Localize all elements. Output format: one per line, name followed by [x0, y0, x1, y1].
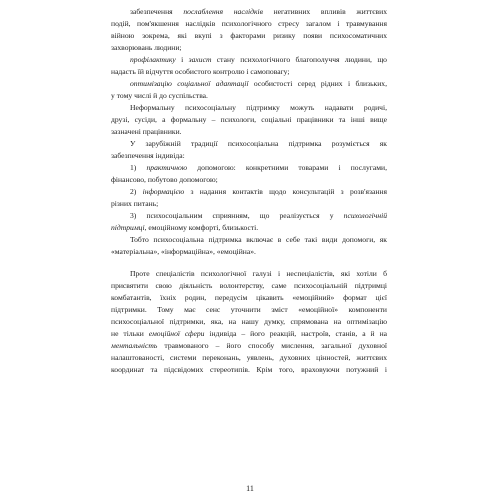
text-line [111, 90, 387, 102]
text-line [111, 42, 387, 54]
text-line [111, 210, 387, 222]
text-segment: негативних впливів життєвих [262, 7, 387, 16]
text-line [111, 174, 387, 186]
text-line [111, 198, 387, 210]
text-segment: травмованого – його способу мислення, загальної духовної [157, 341, 387, 350]
text-segment: допомогою: конкретними товарами і послугами, [187, 163, 387, 172]
text-line [111, 280, 387, 292]
italic-text: інформацією [142, 187, 185, 196]
text-segment: Тобто психосоціальна підтримка включає в себе такі види допомоги, як [130, 235, 387, 244]
text-segment: забезпечення індивіда: [111, 151, 185, 160]
text-line [111, 222, 387, 234]
text-line [111, 30, 387, 42]
italic-text: підтримці, [111, 223, 147, 232]
text-segment: 2) [130, 187, 143, 196]
text-line [111, 66, 387, 78]
paragraph-gap [111, 258, 387, 268]
text-segment: і [175, 55, 189, 64]
text-line [111, 6, 387, 18]
text-segment: 3) психосоціальним сприянням, що реалізується у [130, 211, 344, 220]
text-segment: захворювань людини; [111, 43, 182, 52]
text-line [111, 304, 387, 316]
text-segment: з надання контактів щодо консультацій з розв'язання [184, 187, 387, 196]
text-segment: Проте спеціалістів психологічної галузі і неспеціалістів, які хотіли б [130, 269, 387, 278]
text-line [111, 186, 387, 198]
text-line [111, 54, 387, 66]
italic-text: практичною [146, 163, 188, 172]
text-line [111, 162, 387, 174]
page-number: 11 [246, 484, 254, 493]
text-segment: «матеріальна», «інформаційна», «емоційна». [111, 247, 256, 256]
text-segment: не тільки [111, 329, 149, 338]
text-segment: Неформальну психосоціальну підтримку можуть надавати родичі, [130, 103, 387, 112]
text-line [111, 114, 387, 126]
text-segment: психосоціальної підтримки, яка, на нашу думку, спрямована на оптимізацію [111, 317, 387, 326]
text-line [111, 102, 387, 114]
text-segment: індивіда – його реакцій, настроїв, станів, а й на [204, 329, 387, 338]
text-line [111, 364, 387, 376]
text-segment: стану психологічного благополуччя людини, що [211, 55, 387, 64]
text-line [111, 268, 387, 280]
text-line [111, 316, 387, 328]
text-segment: подій, пом'якшення наслідків психологічного стресу загалом і травмування [111, 19, 387, 28]
text-segment: У зарубіжній традиції психосоціальна підтримка розуміється як [130, 139, 387, 148]
text-segment: присвятити свою діяльність волонтерству, саме психосоціальній підтримці [111, 281, 387, 290]
text-line [111, 138, 387, 150]
text-line [111, 234, 387, 246]
text-line [111, 126, 387, 138]
body-text [111, 6, 387, 376]
italic-text: психологічній [343, 211, 387, 220]
text-segment: 1) [130, 163, 147, 172]
text-line [111, 292, 387, 304]
text-segment: координат та підсвідомих стереотипів. Крім того, враховуючи потужний і [111, 365, 387, 374]
italic-text: ментальність [111, 341, 158, 350]
italic-text: профілактику [130, 55, 176, 64]
text-line [111, 18, 387, 30]
text-segment: фінансово, побутово допомогою; [111, 175, 218, 184]
italic-text: послаблення наслідків [183, 7, 263, 16]
text-segment: забезпечення [130, 7, 184, 16]
text-line [111, 246, 387, 258]
text-line [111, 352, 387, 364]
text-segment: різних питань; [111, 199, 159, 208]
text-segment: комбатантів, їхніх родин, передусім цікавить «емоційний» формат цієї [111, 293, 387, 302]
text-segment: особистості серед рідних і близьких, [248, 79, 387, 88]
text-segment: зазначені працівники. [111, 127, 182, 136]
text-segment: надасть їй відчуття особистого контролю і самоповагу; [111, 67, 290, 76]
text-segment: налаштованості, системи переконань, уявлень, духовних цінностей, життєвих [111, 353, 387, 362]
text-line [111, 150, 387, 162]
text-line [111, 78, 387, 90]
text-line [111, 328, 387, 340]
text-segment: друзі, сусіди, а формальну – психологи, соціальні працівники та інші вище [111, 115, 387, 124]
text-line [111, 340, 387, 352]
text-segment: підтримки. Тому має сенс уточнити зміст «емоційної» компоненти [111, 305, 387, 314]
text-segment: у тому числі й до суспільства. [111, 91, 208, 100]
text-segment: емоційному комфорті, близькості. [146, 223, 259, 232]
italic-text: оптимізацію соціальної адаптації [130, 79, 249, 88]
italic-text: захист [188, 55, 212, 64]
italic-text: емоційної сфери [148, 329, 205, 338]
text-segment: війною зокрема, які вкупі з факторами ризику появи психосоматичних [111, 31, 387, 40]
